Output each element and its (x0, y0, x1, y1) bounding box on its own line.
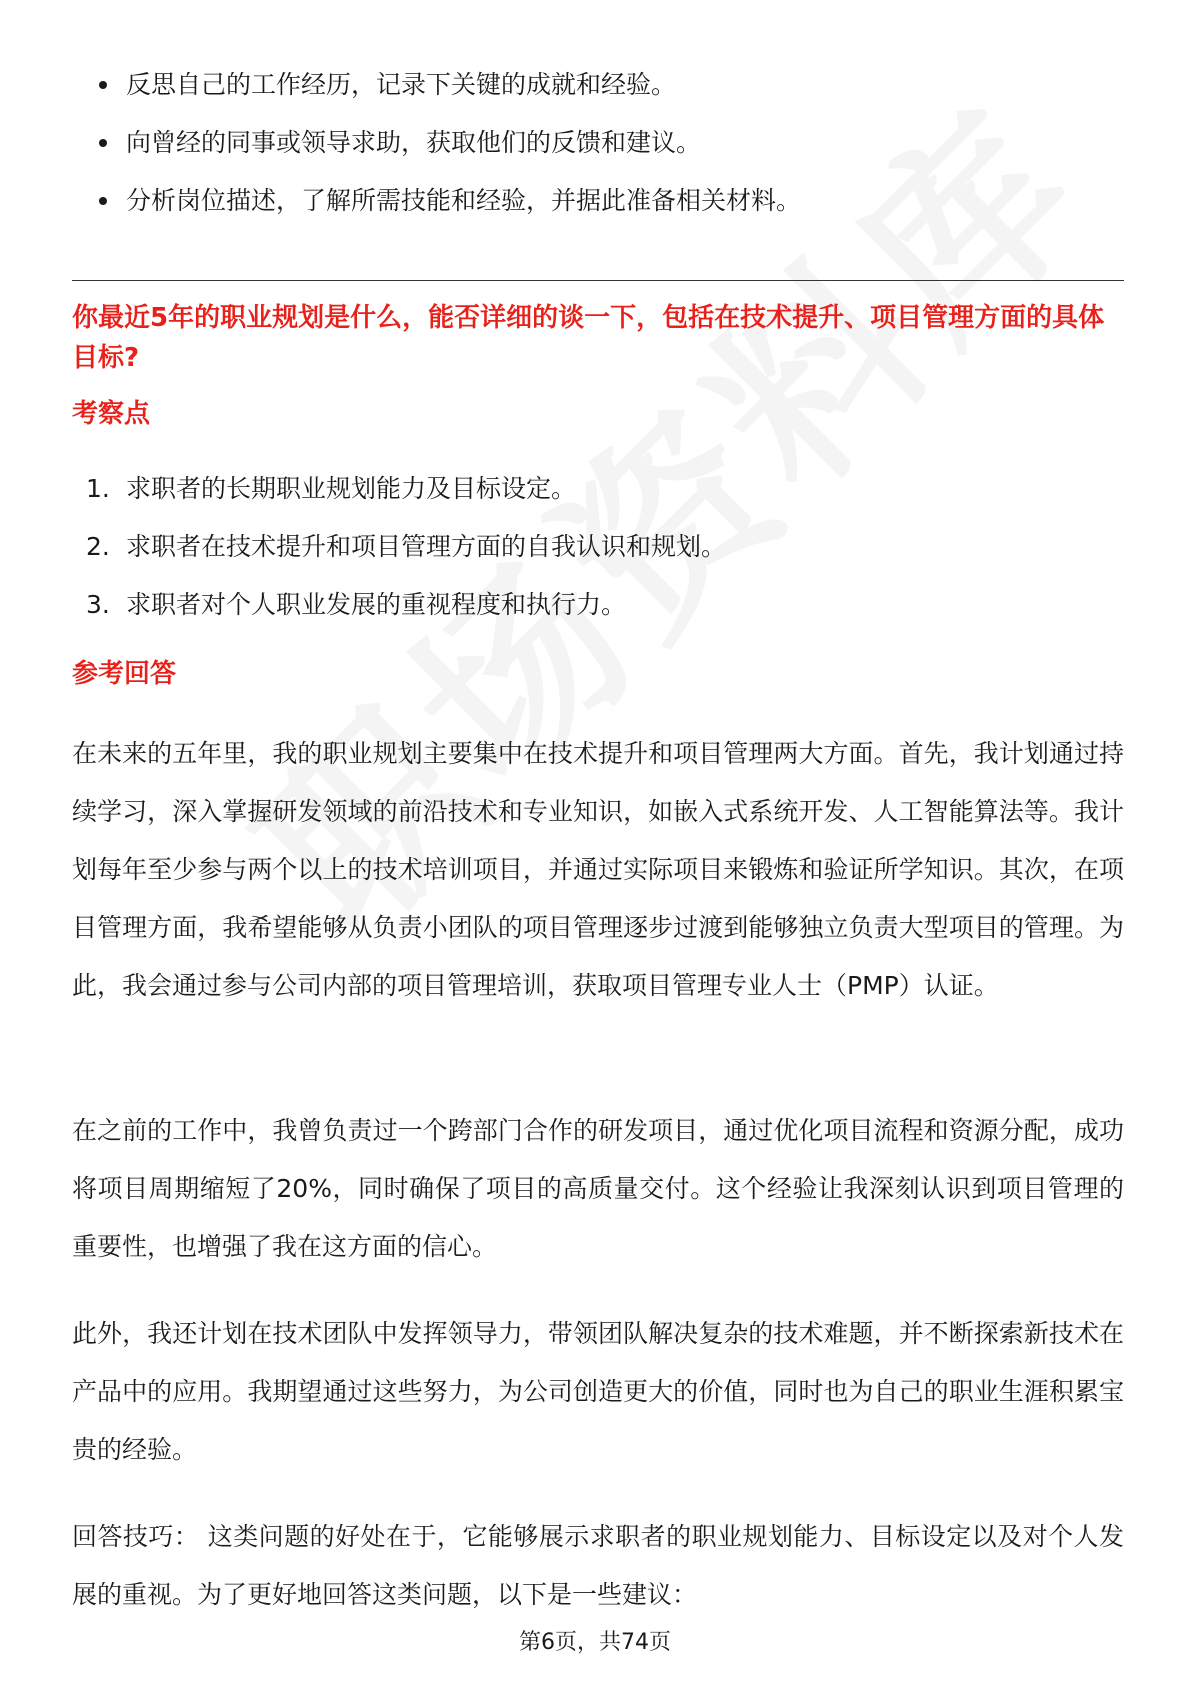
bullet-icon (99, 197, 107, 205)
list-item (72, 56, 1122, 114)
item-text: 求职者的长期职业规划能力及目标设定。 (126, 474, 577, 503)
list-item (72, 518, 1122, 576)
bullet-text: 向曾经的同事或领导求助，获取他们的反馈和建议。 (126, 128, 702, 157)
list-item (72, 460, 1122, 518)
bullet-icon (99, 81, 107, 89)
answer-title: 参考回答 (72, 659, 177, 689)
bullet-icon (99, 139, 107, 147)
item-number: 2. (86, 532, 110, 561)
page-number-footer: 第6页，共74页 (519, 1630, 671, 1655)
bullet-text: 分析岗位描述，了解所需技能和经验，并据此准备相关材料。 (126, 186, 802, 215)
item-number: 1. (86, 474, 110, 503)
section-divider (72, 280, 1124, 281)
bullet-text: 反思自己的工作经历，记录下关键的成就和经验。 (126, 70, 677, 99)
list-item (72, 172, 1122, 230)
bullet-list (72, 56, 1122, 230)
list-item (72, 576, 1122, 634)
key-points-list (72, 460, 1122, 634)
list-item (72, 114, 1122, 172)
answer-paragraph: 在之前的工作中，我曾负责过一个跨部门合作的研发项目，通过优化项目流程和资源分配，成功将项目周期缩短了20%，同时确保了项目的高质量交付。这个经验让我深刻认识到项目管理的重要性，也增强了我在这方面的信心。 (72, 1116, 1124, 1261)
answer-paragraph: 此外，我还计划在技术团队中发挥领导力，带领团队解决复杂的技术难题，并不断探索新技术在产品中的应用。我期望通过这些努力，为公司创造更大的价值，同时也为自己的职业生涯积累宝贵的经验。 (72, 1319, 1124, 1464)
item-number: 3. (86, 590, 110, 619)
answer-tips-paragraph: 回答技巧： 这类问题的好处在于，它能够展示求职者的职业规划能力、目标设定以及对个人发展的重视。为了更好地回答这类问题，以下是一些建议： (72, 1522, 1124, 1609)
item-text: 求职者在技术提升和项目管理方面的自我认识和规划。 (126, 532, 727, 561)
answer-paragraph: 在未来的五年里，我的职业规划主要集中在技术提升和项目管理两大方面。首先，我计划通过持续学习，深入掌握研发领域的前沿技术和专业知识，如嵌入式系统开发、人工智能算法等。我计划每年至少参与两个以上的技术培训项目，并通过实际项目来锻炼和验证所学知识。其次，在项目管理方面，我希望能够从负责小团队的项目管理逐步过渡到能够独立负责大型项目的管理。为此，我会通过参与公司内部的项目管理培训，获取项目管理专业人士（PMP）认证。 (72, 739, 1124, 1000)
item-text: 求职者对个人职业发展的重视程度和执行力。 (126, 590, 627, 619)
question-heading: 你最近5年的职业规划是什么，能否详细的谈一下，包括在技术提升、项目管理方面的具体目标? (72, 303, 1105, 373)
key-points-title: 考察点 (72, 399, 151, 429)
